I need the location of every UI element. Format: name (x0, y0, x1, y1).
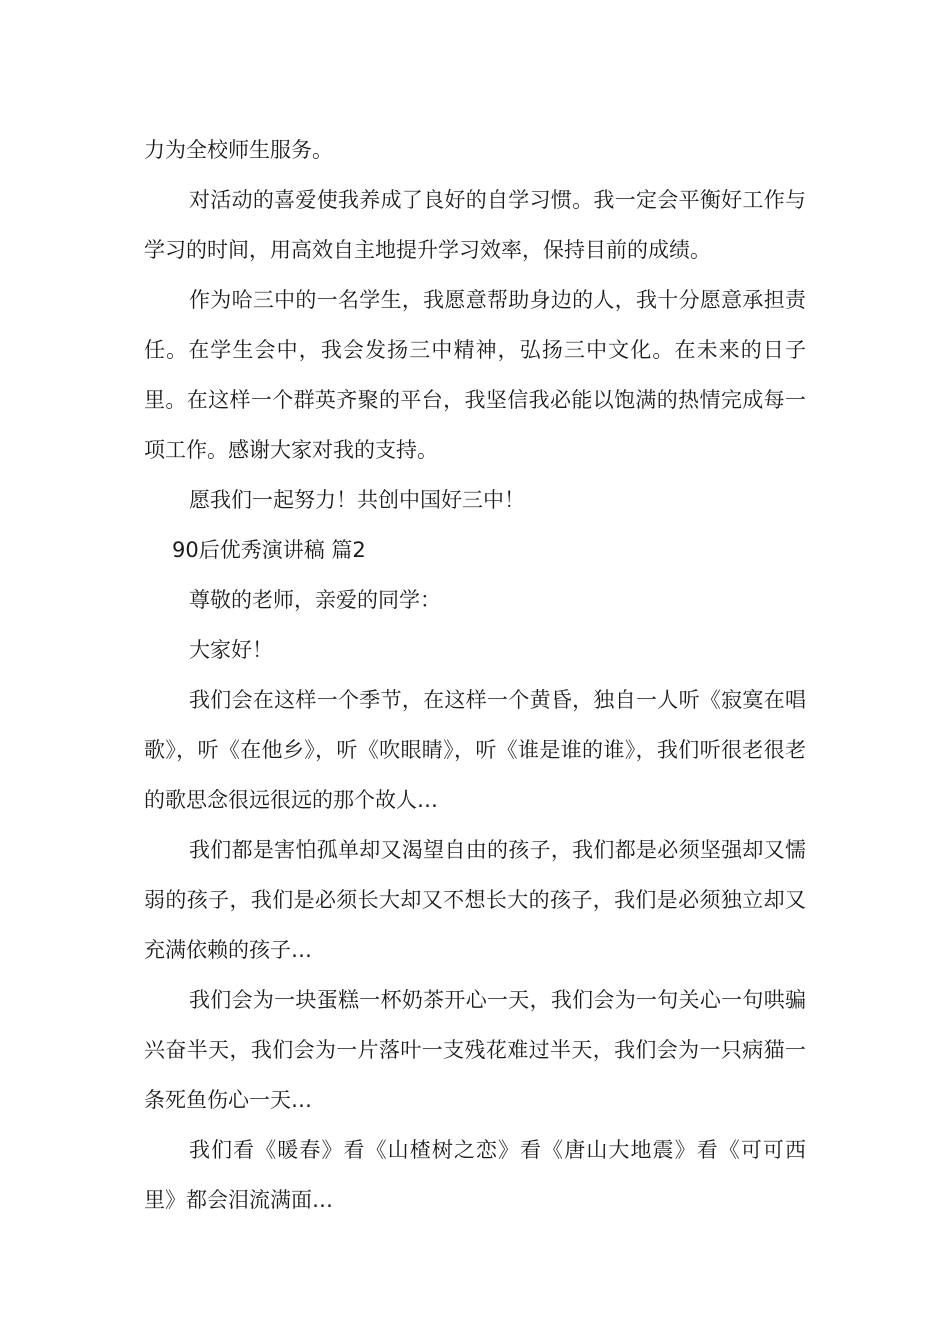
paragraph-5: 尊敬的老师，亲爱的同学： (189, 588, 441, 612)
paragraph-3: 作为哈三中的一名学生，我愿意帮助身边的人，我十分愿意承担责任。在学生会中，我会发扬三中精神，弘扬三中文化。在未来的日子里。在这样一个群英齐聚的平台，我坚信我必能以饱满的热情完成每一项工作。感谢大家对我的支持。 (144, 288, 806, 462)
section-heading: 90后优秀演讲稿 篇2 (172, 538, 366, 562)
paragraph-2: 对活动的喜爱使我养成了良好的自学习惯。我一定会平衡好工作与学习的时间，用高效自主地提升学习效率，保持目前的成绩。 (144, 188, 806, 262)
paragraph-4: 愿我们一起努力！共创中国好三中！ (189, 488, 525, 512)
paragraph-7: 我们会在这样一个季节，在这样一个黄昏，独自一人听《寂寞在唱歌》，听《在他乡》，听《吹眼睛》，听《谁是谁的谁》，我们听很老很老的歌思念很远很远的那个故人… (144, 688, 806, 812)
paragraph-8: 我们都是害怕孤单却又渴望自由的孩子，我们都是必须坚强却又懦弱的孩子，我们是必须长大却又不想长大的孩子，我们是必须独立却又充满依赖的孩子… (144, 838, 806, 962)
paragraph-10: 我们看《暖春》看《山楂树之恋》看《唐山大地震》看《可可西里》都会泪流满面… (144, 1138, 806, 1212)
paragraph-1: 力为全校师生服务。 (144, 138, 333, 162)
paragraph-9: 我们会为一块蛋糕一杯奶茶开心一天，我们会为一句关心一句哄骗兴奋半天，我们会为一片落叶一支残花难过半天，我们会为一只病猫一条死鱼伤心一天… (144, 988, 806, 1112)
document-body (144, 125, 806, 1225)
paragraph-6: 大家好！ (189, 638, 273, 662)
